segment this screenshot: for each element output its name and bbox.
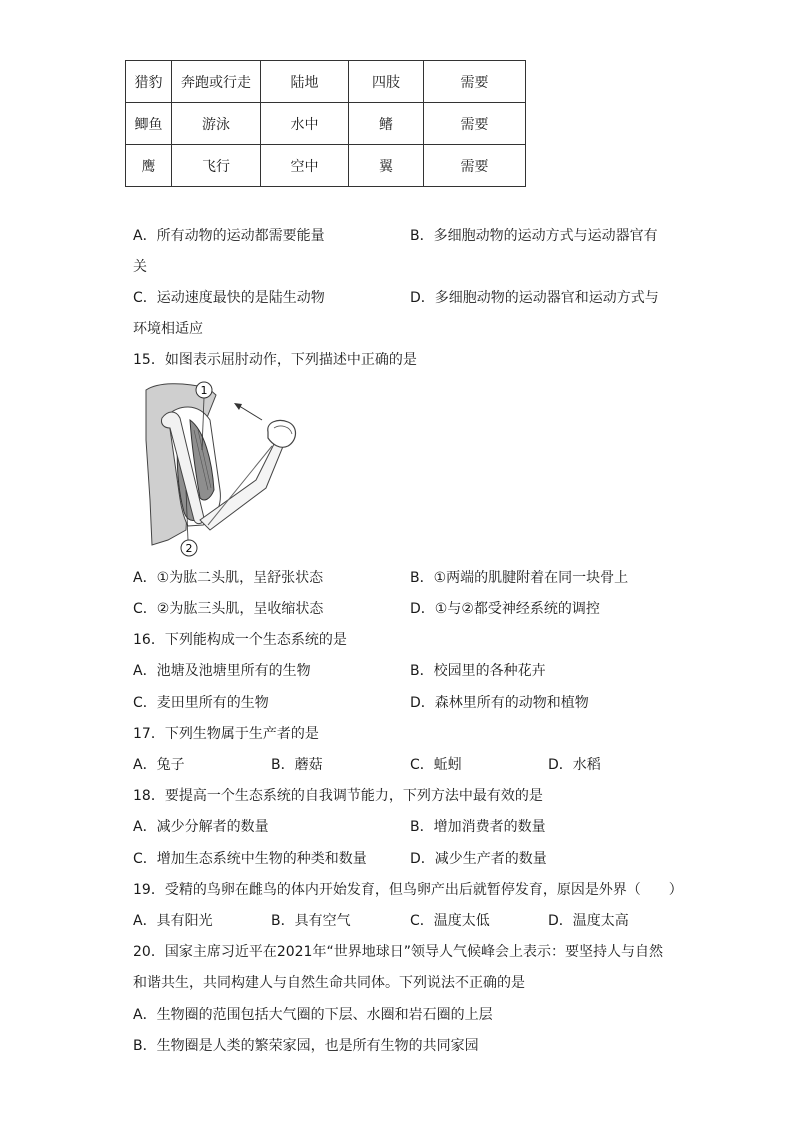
- q16-option-a: A．池塘及池塘里所有的生物: [133, 663, 311, 679]
- q20-option-b: B．生物圈是人类的繁荣家园，也是所有生物的共同家园: [133, 1038, 479, 1054]
- q15-stem: 15．如图表示屈肘动作，下列描述中正确的是: [133, 352, 417, 368]
- q19-option-c: C．温度太低: [410, 913, 490, 929]
- q19-option-d: D．温度太高: [548, 913, 629, 929]
- table-cell: 四肢: [349, 61, 424, 103]
- q18-option-b: B．增加消费者的数量: [410, 819, 546, 835]
- q18-option-d: D．减少生产者的数量: [410, 851, 547, 867]
- q18-stem: 18．要提高一个生态系统的自我调节能力，下列方法中最有效的是: [133, 788, 543, 804]
- table-cell: 需要: [424, 145, 526, 187]
- animal-movement-table: [125, 60, 526, 187]
- figure-label-2: 2: [185, 542, 193, 555]
- q14-option-d: D．多细胞动物的运动器官和运动方式与: [410, 290, 659, 306]
- table-cell: 奔跑或行走: [172, 61, 261, 103]
- table-cell: 鹰: [126, 145, 172, 187]
- table-cell: 空中: [261, 145, 349, 187]
- q17-option-d: D．水稻: [548, 757, 601, 773]
- table-cell: 需要: [424, 61, 526, 103]
- table-cell: 水中: [261, 103, 349, 145]
- table-cell: 需要: [424, 103, 526, 145]
- figure-label-1: 1: [200, 384, 208, 397]
- q17-option-c: C．蚯蚓: [410, 757, 462, 773]
- table-cell: 鳍: [349, 103, 424, 145]
- table-cell: 陆地: [261, 61, 349, 103]
- q15-option-d: D．①与②都受神经系统的调控: [410, 601, 600, 617]
- q20-option-a: A．生物圈的范围包括大气圈的下层、水圈和岩石圈的上层: [133, 1007, 493, 1023]
- table-row: [126, 103, 526, 145]
- q18-option-c: C．增加生态系统中生物的种类和数量: [133, 851, 367, 867]
- q15-option-c: C．②为肱三头肌，呈收缩状态: [133, 601, 324, 617]
- q16-stem: 16．下列能构成一个生态系统的是: [133, 632, 347, 648]
- q16-option-b: B．校园里的各种花卉: [410, 663, 546, 679]
- q17-option-a: A．兔子: [133, 757, 185, 773]
- q20-stem: 20．国家主席习近平在2021年“世界地球日”领导人气候峰会上表示：要坚持人与自然: [133, 944, 663, 960]
- q15-option-b: B．①两端的肌腱附着在同一块骨上: [410, 570, 629, 586]
- q14-option-b-cont: 关: [133, 259, 147, 275]
- q18-option-a: A．减少分解者的数量: [133, 819, 269, 835]
- q17-option-b: B．蘑菇: [271, 757, 323, 773]
- q19-stem: 19．受精的鸟卵在雌鸟的体内开始发育，但鸟卵产出后就暂停发育，原因是外界（ ）: [133, 882, 683, 898]
- q16-option-c: C．麦田里所有的生物: [133, 695, 269, 711]
- q20-stem-cont: 和谐共生，共同构建人与自然生命共同体。下列说法不正确的是: [133, 975, 525, 991]
- q14-option-d-cont: 环境相适应: [133, 321, 203, 337]
- table-row: [126, 145, 526, 187]
- q14-option-c: C．运动速度最快的是陆生动物: [133, 290, 325, 306]
- q17-stem: 17．下列生物属于生产者的是: [133, 726, 319, 742]
- table-cell: 飞行: [172, 145, 261, 187]
- q15-option-a: A．①为肱二头肌，呈舒张状态: [133, 570, 324, 586]
- q14-option-a: A．所有动物的运动都需要能量: [133, 228, 325, 244]
- table-row: [126, 61, 526, 103]
- q19-option-a: A．具有阳光: [133, 913, 213, 929]
- table-cell: 翼: [349, 145, 424, 187]
- arm-flexion-figure: [138, 380, 308, 560]
- q16-option-d: D．森林里所有的动物和植物: [410, 695, 589, 711]
- q14-option-b: B．多细胞动物的运动方式与运动器官有: [410, 228, 658, 244]
- table-cell: 鲫鱼: [126, 103, 172, 145]
- table-cell: 猎豹: [126, 61, 172, 103]
- q19-option-b: B．具有空气: [271, 913, 351, 929]
- table-cell: 游泳: [172, 103, 261, 145]
